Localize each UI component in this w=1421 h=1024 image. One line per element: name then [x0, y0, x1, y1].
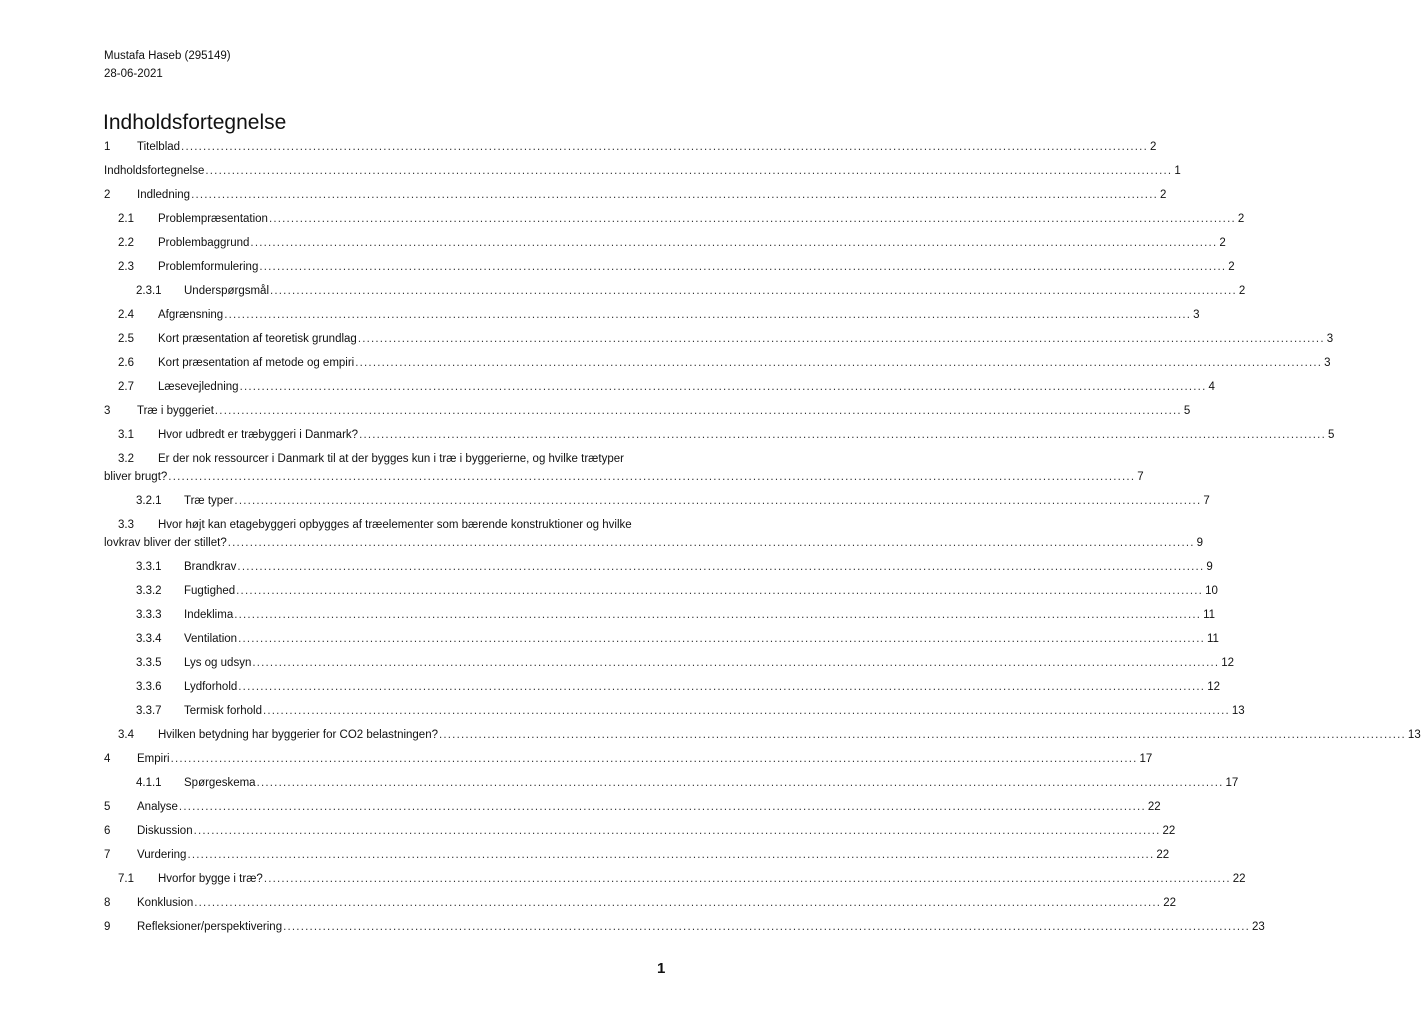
toc-entry-label: Indledning [137, 189, 191, 201]
toc-entry-label: Spørgeskema [184, 777, 256, 789]
dot-leader: ............................................................................................................................................................................................................................ [170, 753, 1138, 765]
toc-entry-number: 2.6 [118, 357, 134, 369]
dot-leader: ............................................................................................................................................................................................................................ [224, 309, 1192, 321]
toc-entry-label: Problempræsentation [158, 213, 268, 225]
toc-entry[interactable] [104, 726, 1421, 744]
toc-entry-label: Indeklima [184, 609, 234, 621]
dot-leader: ............................................................................................................................................................................................................................ [191, 189, 1158, 201]
dot-leader: ............................................................................................................................................................................................................................ [283, 921, 1251, 933]
dot-leader: ............................................................................................................................................................................................................................ [181, 141, 1148, 153]
toc-entry-line1[interactable] [104, 450, 667, 468]
toc-entry-number: 3.3.3 [136, 609, 162, 621]
author-line: Mustafa Haseb (295149) [104, 50, 231, 62]
toc-entry-number: 9 [104, 921, 111, 933]
toc-entry-page: 9 [1196, 537, 1204, 549]
toc-entry-number: 2.5 [118, 333, 134, 345]
toc-entry-page: 3 [1326, 333, 1334, 345]
toc-entry-number: 2.4 [118, 309, 134, 321]
toc-entry-page: 3 [1193, 309, 1200, 321]
dot-leader: ............................................................................................................................................................................................................................ [259, 261, 1227, 273]
dot-leader: ............................................................................................................................................................................................................................ [214, 405, 1182, 417]
toc-entry[interactable] [104, 558, 1213, 576]
toc-entry-number: 3.4 [118, 729, 134, 741]
toc-entry[interactable] [104, 798, 1161, 816]
toc-entry-number: 2.3.1 [136, 285, 162, 297]
toc-entry-label: Problembaggrund [158, 237, 250, 249]
toc-entry[interactable] [104, 402, 1191, 420]
toc-entry-number: 8 [104, 897, 111, 909]
dot-leader: ............................................................................................................................................................................................................................ [227, 537, 1195, 549]
dot-leader: ............................................................................................................................................................................................................................ [236, 585, 1204, 597]
toc-entry-label: Indholdsfortegnelse [104, 165, 205, 177]
dot-leader: ............................................................................................................................................................................................................................ [168, 471, 1136, 483]
toc-entry-page: 11 [1203, 609, 1216, 621]
toc-entry-number: 3.3 [118, 519, 134, 531]
dot-leader: ............................................................................................................................................................................................................................ [262, 705, 1230, 717]
toc-entry-label: Empiri [137, 753, 170, 765]
toc-entry-page: 4 [1208, 381, 1215, 393]
dot-leader: ............................................................................................................................................................................................................................ [205, 165, 1173, 177]
toc-entry[interactable] [104, 534, 1204, 552]
date-line: 28-06-2021 [104, 68, 163, 80]
toc-entry-number: 2.1 [118, 213, 134, 225]
dot-leader: ............................................................................................................................................................................................................................ [178, 801, 1146, 813]
toc-entry[interactable] [104, 822, 1176, 840]
toc-entry-label: Titelblad [137, 141, 181, 153]
toc-entry[interactable] [104, 654, 1235, 672]
toc-title: Indholdsfortegnelse [103, 111, 287, 134]
toc-entry-page: 2 [1228, 261, 1235, 273]
dot-leader: ............................................................................................................................................................................................................................ [194, 897, 1162, 909]
toc-entry-label: Termisk forhold [184, 705, 262, 717]
dot-leader: ............................................................................................................................................................................................................................ [237, 561, 1205, 573]
toc-entry-page: 23 [1252, 921, 1265, 933]
dot-leader: ............................................................................................................................................................................................................................ [252, 657, 1220, 669]
toc-entry[interactable] [104, 846, 1170, 864]
toc-entry[interactable] [104, 870, 1246, 888]
toc-entry-label: bliver brugt? [104, 471, 168, 483]
toc-entry-page: 12 [1221, 657, 1235, 669]
toc-entry-page: 3 [1324, 357, 1331, 369]
toc-entry-number: 4.1.1 [136, 777, 162, 789]
toc-entry-number: 3.2.1 [136, 495, 162, 507]
toc-entry[interactable] [104, 468, 1144, 486]
dot-leader: ............................................................................................................................................................................................................................ [357, 333, 1325, 345]
toc-entry-label: Analyse [137, 801, 178, 813]
toc-entry-page: 2 [1149, 141, 1157, 153]
dot-leader: ............................................................................................................................................................................................................................ [268, 213, 1236, 225]
toc-entry-page: 5 [1327, 429, 1335, 441]
toc-entry[interactable] [104, 492, 1210, 510]
toc-entry[interactable] [104, 582, 1218, 600]
toc-entry-label: Hvor udbredt er træbyggeri i Danmark? [158, 429, 359, 441]
toc-entry-number: 2.3 [118, 261, 134, 273]
toc-entry-label: Diskussion [137, 825, 193, 837]
toc-entry-page: 22 [1232, 873, 1246, 885]
toc-entry-number: 2.7 [118, 381, 134, 393]
toc-entry-page: 22 [1162, 825, 1176, 837]
toc-entry-label: Refleksioner/perspektivering [137, 921, 283, 933]
toc-entry-label: Læsevejledning [158, 381, 239, 393]
toc-entry-page: 11 [1207, 633, 1219, 645]
toc-entry-page: 2 [1237, 213, 1245, 225]
toc-entry[interactable] [104, 630, 1219, 648]
toc-entry-page: 2 [1238, 285, 1246, 297]
toc-entry-label: Hvorfor bygge i træ? [158, 873, 263, 885]
toc-entry-label: Lydforhold [184, 681, 238, 693]
toc-entry-label-line1: Hvor højt kan etagebyggeri opbygges af træelementer som bærende konstruktioner og hvilke [158, 519, 632, 531]
toc-entry[interactable] [104, 258, 1235, 276]
dot-leader: ............................................................................................................................................................................................................................ [193, 825, 1161, 837]
toc-entry-page: 22 [1147, 801, 1161, 813]
toc-entry-label: Træ i byggeriet [137, 405, 214, 417]
toc-entry-page: 9 [1206, 561, 1213, 573]
toc-entry-page: 10 [1205, 585, 1218, 597]
toc-entry-number: 3 [104, 405, 111, 417]
toc-entry-page: 17 [1225, 777, 1239, 789]
toc-entry-page: 5 [1183, 405, 1191, 417]
dot-leader: ............................................................................................................................................................................................................................ [256, 777, 1224, 789]
toc-entry[interactable] [104, 702, 1245, 720]
dot-leader: ............................................................................................................................................................................................................................ [238, 633, 1205, 645]
toc-entry-number: 1 [104, 141, 111, 153]
dot-leader: ............................................................................................................................................................................................................................ [359, 429, 1326, 441]
toc-entry-label: Træ typer [184, 495, 234, 507]
dot-leader: ............................................................................................................................................................................................................................ [234, 495, 1202, 507]
toc-entry[interactable] [104, 354, 1331, 372]
toc-entry-number: 7.1 [118, 873, 134, 885]
toc-entry-label: lovkrav bliver der stillet? [104, 537, 227, 549]
toc-entry-page: 7 [1137, 471, 1144, 483]
toc-entry-number: 3.3.2 [136, 585, 162, 597]
dot-leader: ............................................................................................................................................................................................................................ [238, 681, 1206, 693]
dot-leader: ............................................................................................................................................................................................................................ [187, 849, 1155, 861]
dot-leader: ............................................................................................................................................................................................................................ [355, 357, 1323, 369]
page-number: 1 [657, 960, 666, 977]
toc-entry[interactable] [104, 894, 1176, 912]
toc-entry[interactable] [104, 774, 1239, 792]
toc-entry-number: 3.3.1 [136, 561, 162, 573]
toc-entry-label: Lys og udsyn [184, 657, 252, 669]
toc-entry-page: 17 [1139, 753, 1153, 765]
toc-entry[interactable] [104, 138, 1157, 156]
toc-entry-page: 22 [1156, 849, 1170, 861]
toc-entry-number: 4 [104, 753, 111, 765]
dot-leader: ............................................................................................................................................................................................................................ [234, 609, 1202, 621]
toc-entry-number: 3.3.7 [136, 705, 162, 717]
toc-entry[interactable] [104, 186, 1167, 204]
toc-entry[interactable] [104, 162, 1181, 180]
toc-entry-label: Kort præsentation af metode og empiri [158, 357, 355, 369]
toc-entry-label-line1: Er der nok ressourcer i Danmark til at der bygges kun i træ i byggerierne, og hvilke trætyper [158, 453, 624, 465]
toc-entry-page: 22 [1163, 897, 1176, 909]
dot-leader: ............................................................................................................................................................................................................................ [239, 381, 1207, 393]
toc-entry-line1[interactable] [104, 516, 667, 534]
toc-entry[interactable] [104, 606, 1216, 624]
toc-entry-label: Problemformulering [158, 261, 259, 273]
dot-leader: ............................................................................................................................................................................................................................ [439, 729, 1406, 741]
toc-entry-number: 3.3.6 [136, 681, 162, 693]
toc-entry-label: Vurdering [137, 849, 187, 861]
toc-entry-label: Brandkrav [184, 561, 237, 573]
toc-entry[interactable] [104, 282, 1246, 300]
toc-entry-page: 12 [1207, 681, 1220, 693]
toc-entry[interactable] [104, 306, 1200, 324]
toc-entry[interactable] [104, 750, 1153, 768]
toc-entry-page: 2 [1219, 237, 1226, 249]
document-header [104, 47, 231, 83]
dot-leader: ............................................................................................................................................................................................................................ [270, 285, 1237, 297]
toc-entry-page: 1 [1174, 165, 1181, 177]
toc-entry-label: Konklusion [137, 897, 194, 909]
toc-entry-number: 5 [104, 801, 111, 813]
toc-entry[interactable] [104, 378, 1215, 396]
toc-entry-label: Hvilken betydning har byggerier for CO2 belastningen? [158, 729, 438, 741]
toc-entry-page: 13 [1231, 705, 1245, 717]
dot-leader: ............................................................................................................................................................................................................................ [263, 873, 1231, 885]
toc-entry-number: 3.3.5 [136, 657, 162, 669]
toc-entry-label: Underspørgsmål [184, 285, 269, 297]
toc-entry[interactable] [104, 234, 1226, 252]
toc-entry-number: 7 [104, 849, 111, 861]
toc-entry-page: 7 [1203, 495, 1210, 507]
toc-entry-label: Afgrænsning [158, 309, 224, 321]
toc-entry-number: 2.2 [118, 237, 134, 249]
toc-entry[interactable] [104, 678, 1220, 696]
toc-entry-label: Kort præsentation af teoretisk grundlag [158, 333, 357, 345]
toc-entry[interactable] [104, 918, 1265, 936]
toc-entry-number: 3.3.4 [136, 633, 162, 645]
toc-entry-label: Ventilation [184, 633, 238, 645]
toc-entry-number: 3.2 [118, 453, 134, 465]
toc-entry-number: 2 [104, 189, 111, 201]
toc-entry-label: Fugtighed [184, 585, 236, 597]
dot-leader: ............................................................................................................................................................................................................................ [250, 237, 1218, 249]
toc-entry-page: 13 [1407, 729, 1421, 741]
toc-entry-page: 2 [1160, 189, 1167, 201]
toc-entry-number: 6 [104, 825, 111, 837]
toc-entry[interactable] [104, 426, 1335, 444]
toc-entry[interactable] [104, 210, 1245, 228]
toc-entry-number: 3.1 [118, 429, 134, 441]
toc-entry[interactable] [104, 330, 1334, 348]
